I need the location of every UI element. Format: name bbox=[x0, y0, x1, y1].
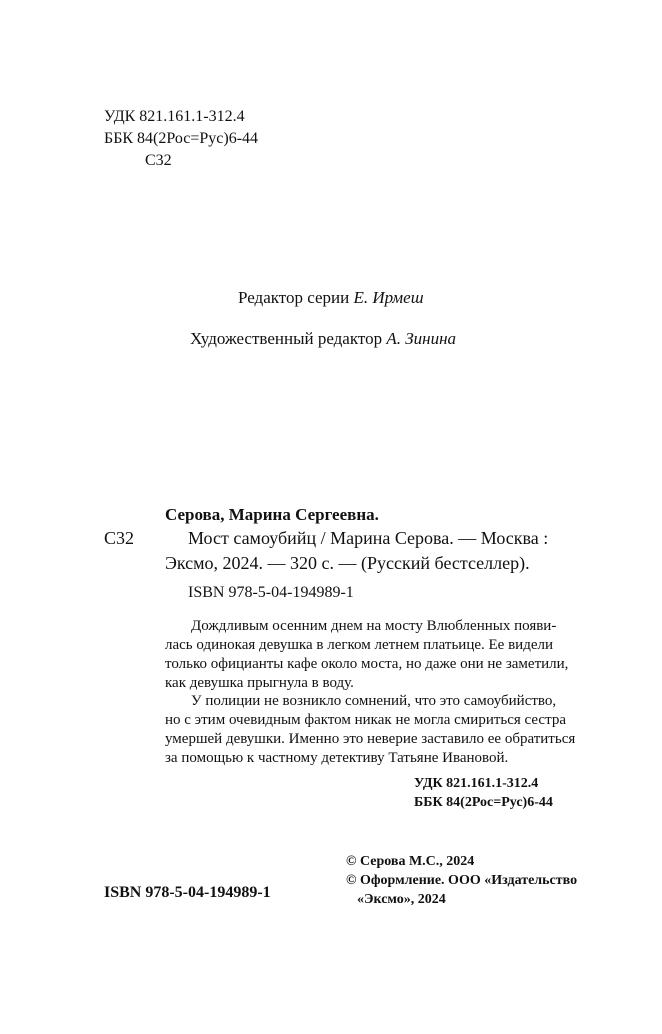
record-mark: С32 bbox=[104, 528, 135, 548]
bbk-code-bold: ББК 84(2Рос=Рус)6-44 bbox=[414, 795, 553, 810]
art-editor-credit bbox=[190, 329, 456, 349]
annotation-line: Дождливым осенним днем на мосту Влюбленных появи- bbox=[191, 618, 557, 634]
annotation-line: как девушка прыгнула в воду. bbox=[165, 675, 354, 691]
udk-code: УДК 821.161.1-312.4 bbox=[104, 108, 245, 125]
annotation-line: У полиции не возникло сомнений, что это самоубийство, bbox=[191, 693, 557, 709]
art-editor-label: Художественный редактор bbox=[190, 329, 383, 348]
series-editor-label: Редактор серии bbox=[238, 288, 350, 307]
record-isbn: ISBN 978-5-04-194989-1 bbox=[188, 584, 354, 601]
bbk-code: ББК 84(2Рос=Рус)6-44 bbox=[104, 130, 259, 147]
annotation-paragraph-1 bbox=[165, 617, 568, 693]
art-editor-name: А. Зинина bbox=[386, 329, 457, 348]
copyright-author: © Серова М.С., 2024 bbox=[346, 854, 475, 869]
annotation-paragraph-2 bbox=[165, 692, 575, 768]
series-editor-name: Е. Ирмеш bbox=[353, 288, 424, 307]
copyright-design-line-2: «Эксмо», 2024 bbox=[357, 892, 446, 907]
author-heading: Серова, Марина Сергеевна. bbox=[165, 505, 379, 524]
annotation-line: умершей девушки. Именно это неверие заставило ее обратиться bbox=[165, 731, 576, 747]
author-mark: С32 bbox=[145, 152, 172, 169]
annotation-line: только официанты кафе около моста, но даже они не заметили, bbox=[165, 656, 569, 672]
copyright-design-line-1: © Оформление. ООО «Издательство bbox=[346, 873, 578, 888]
title-line-2: Эксмо, 2024. — 320 с. — (Русский бестселлер). bbox=[165, 553, 530, 573]
footer-isbn: ISBN 978-5-04-194989-1 bbox=[104, 884, 271, 901]
annotation-line: за помощью к частному детективу Татьяне Ивановой. bbox=[165, 750, 509, 766]
series-editor-credit bbox=[238, 288, 424, 308]
title-line-1: Мост самоубийц / Марина Серова. — Москва : bbox=[188, 528, 549, 548]
udk-code-bold: УДК 821.161.1-312.4 bbox=[414, 776, 539, 791]
annotation-line: лась одинокая девушка в легком летнем платьице. Ее видели bbox=[165, 637, 554, 653]
annotation-line: но с этим очевидным фактом никак не могла смириться сестра bbox=[165, 712, 566, 728]
